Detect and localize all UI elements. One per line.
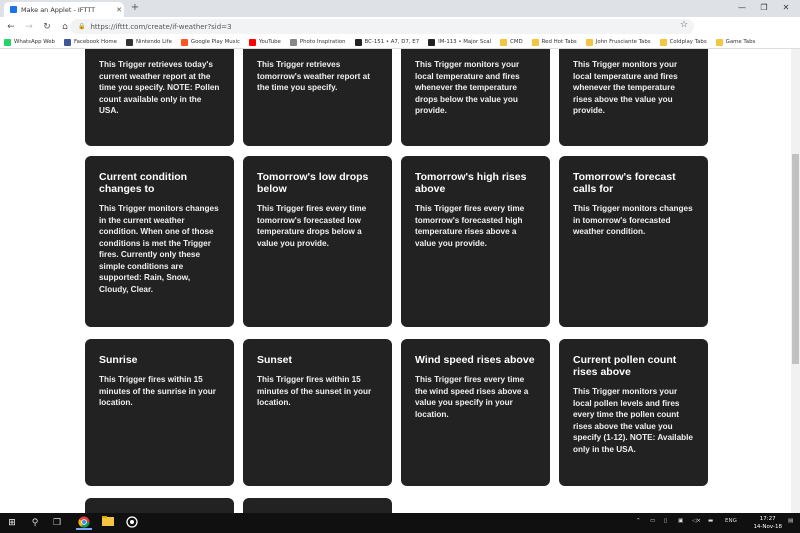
trigger-card[interactable] bbox=[85, 49, 234, 146]
trigger-title: Sunset bbox=[257, 354, 293, 366]
trigger-description: This Trigger monitors your local temperature and fires whenever the temperature drops below the value you provide. bbox=[415, 60, 520, 115]
ifttt-favicon-icon bbox=[10, 6, 17, 13]
trigger-description: This Trigger fires every time tomorrow's forecasted high temperature rises above a value you provide. bbox=[415, 204, 525, 248]
back-button[interactable]: ← bbox=[7, 21, 15, 32]
new-tab-button[interactable]: + bbox=[130, 2, 140, 13]
close-window-button[interactable]: ✕ bbox=[782, 3, 790, 12]
trigger-card[interactable] bbox=[401, 49, 550, 146]
trigger-title: Wind speed rises above bbox=[415, 354, 535, 366]
maximize-button[interactable]: ❐ bbox=[760, 3, 768, 12]
bookmark-label: Photo Inspiration bbox=[299, 39, 346, 45]
bookmark-icon bbox=[64, 39, 71, 46]
bookmark-label: Coldplay Tabs bbox=[669, 39, 707, 45]
page-viewport bbox=[0, 49, 800, 513]
bookmark-item[interactable] bbox=[660, 39, 707, 46]
bookmark-icon bbox=[532, 39, 539, 46]
trigger-card[interactable] bbox=[559, 156, 708, 327]
start-button[interactable]: ⊞ bbox=[8, 518, 16, 528]
bookmark-label: John Frusciante Tabs bbox=[595, 39, 651, 45]
tray-chevron-icon[interactable]: ⌃ bbox=[636, 518, 641, 524]
lock-icon: 🔒 bbox=[78, 23, 86, 30]
trigger-card[interactable] bbox=[85, 339, 234, 486]
browser-toolbar bbox=[0, 17, 800, 36]
clock-date: 14-Nov-18 bbox=[753, 524, 782, 530]
clock[interactable] bbox=[753, 515, 782, 531]
notification-icon[interactable]: ▤ bbox=[788, 518, 794, 524]
trigger-card[interactable] bbox=[559, 49, 708, 146]
bookmark-icon bbox=[660, 39, 667, 46]
trigger-card[interactable] bbox=[85, 498, 234, 513]
trigger-description: This Trigger monitors your local pollen levels and fires every time the pollen count rises above the value you specify (1-12). NOTE: Available only in the USA. bbox=[573, 387, 693, 454]
trigger-card[interactable] bbox=[243, 498, 392, 513]
bookmark-icon bbox=[500, 39, 507, 46]
bookmark-label: Nintendo Life bbox=[135, 39, 172, 45]
bookmark-icon bbox=[4, 39, 11, 46]
windows-taskbar bbox=[0, 513, 800, 533]
trigger-title: Sunrise bbox=[99, 354, 138, 366]
trigger-description: This Trigger retrieves tomorrow's weather report at the time you specify. bbox=[257, 60, 370, 92]
browser-tab-strip bbox=[0, 0, 800, 17]
trigger-description: This Trigger fires within 15 minutes of the sunset in your location. bbox=[257, 375, 372, 407]
bookmark-icon bbox=[355, 39, 362, 46]
bookmark-item[interactable] bbox=[4, 39, 55, 46]
trigger-description: This Trigger fires every time the wind speed rises above a value you specify in your location. bbox=[415, 375, 529, 419]
bookmark-label: YouTube bbox=[258, 39, 281, 45]
bookmark-item[interactable] bbox=[355, 39, 420, 46]
tab-close-icon[interactable]: ✕ bbox=[116, 5, 122, 14]
trigger-title: Tomorrow's forecast calls for bbox=[573, 171, 676, 195]
bookmark-item[interactable] bbox=[500, 39, 523, 46]
bookmark-item[interactable] bbox=[716, 39, 756, 46]
trigger-card[interactable] bbox=[401, 339, 550, 486]
trigger-description: This Trigger monitors changes in the current weather condition. When one of those conditions is met the Trigger fires. Currently only these simple conditions are supported: Rain, Snow, Cloudy, Clear. bbox=[99, 204, 219, 294]
bookmark-star-icon[interactable]: ☆ bbox=[679, 20, 688, 30]
app-taskbar-icon[interactable] bbox=[124, 516, 140, 530]
trigger-title: Current pollen count rises above bbox=[573, 354, 677, 378]
home-button[interactable]: ⌂ bbox=[62, 21, 68, 32]
bookmark-item[interactable] bbox=[290, 39, 346, 46]
trigger-title: Current condition changes to bbox=[99, 171, 188, 195]
bookmark-icon bbox=[290, 39, 297, 46]
chrome-taskbar-icon[interactable] bbox=[76, 516, 92, 530]
bookmark-item[interactable] bbox=[126, 39, 172, 46]
bookmark-icon bbox=[181, 39, 188, 46]
trigger-card[interactable] bbox=[559, 339, 708, 486]
trigger-title: Tomorrow's low drops below bbox=[257, 171, 369, 195]
bookmark-label: Google Play Music bbox=[190, 39, 240, 45]
network-icon[interactable]: ▯ bbox=[664, 518, 668, 524]
bookmark-label: Game Tabs bbox=[725, 39, 756, 45]
trigger-card[interactable] bbox=[243, 339, 392, 486]
tab-title: Make an Applet - IFTTT bbox=[21, 5, 96, 14]
bookmark-icon bbox=[428, 39, 435, 46]
trigger-card[interactable] bbox=[85, 156, 234, 327]
url-text: https://ifttt.com/create/if-weather?sid=3 bbox=[90, 22, 232, 31]
reload-button[interactable]: ↻ bbox=[43, 21, 51, 32]
bookmark-item[interactable] bbox=[532, 39, 577, 46]
bookmark-label: WhatsApp Web bbox=[14, 39, 55, 45]
bookmark-label: CMD bbox=[510, 39, 523, 45]
bookmark-icon bbox=[586, 39, 593, 46]
bookmark-item[interactable] bbox=[428, 39, 491, 46]
file-explorer-icon[interactable] bbox=[100, 516, 116, 530]
bookmark-icon bbox=[716, 39, 723, 46]
bookmarks-bar bbox=[0, 36, 800, 49]
trigger-card[interactable] bbox=[243, 156, 392, 327]
bookmark-item[interactable] bbox=[181, 39, 240, 46]
forward-button[interactable]: → bbox=[25, 21, 33, 32]
minimize-button[interactable]: — bbox=[738, 3, 746, 12]
trigger-description: This Trigger fires every time tomorrow's forecasted low temperature drops below a value you provide. bbox=[257, 204, 367, 248]
bookmark-item[interactable] bbox=[586, 39, 651, 46]
address-bar[interactable] bbox=[70, 19, 694, 34]
trigger-description: This Trigger monitors your local temperature and fires whenever the temperature rises above the value you provide. bbox=[573, 60, 678, 115]
trigger-card[interactable] bbox=[243, 49, 392, 146]
bookmark-label: Red Hot Tabs bbox=[541, 39, 577, 45]
tablet-icon[interactable]: ▭ bbox=[650, 518, 656, 524]
display-icon[interactable]: ▣ bbox=[678, 518, 684, 524]
task-view-icon[interactable]: ❒ bbox=[52, 518, 62, 528]
battery-icon[interactable]: ▬ bbox=[708, 518, 714, 524]
trigger-description: This Trigger retrieves today's current weather report at the time you specify. NOTE: Pollen count available only in the USA. bbox=[99, 60, 220, 115]
clock-time: 17:27 bbox=[759, 516, 776, 522]
trigger-description: This Trigger fires within 15 minutes of the sunrise in your location. bbox=[99, 375, 216, 407]
trigger-description: This Trigger monitors changes in tomorrow's forecasted weather condition. bbox=[573, 204, 693, 236]
bookmark-label: Facebook Home bbox=[73, 39, 117, 45]
bookmark-icon bbox=[126, 39, 133, 46]
bookmark-label: IM-113 • Major Scal bbox=[438, 39, 492, 45]
trigger-title: Tomorrow's high rises above bbox=[415, 171, 527, 195]
bookmark-item[interactable] bbox=[64, 39, 117, 46]
bookmark-item[interactable] bbox=[249, 39, 281, 46]
volume-icon[interactable]: ◁× bbox=[692, 518, 701, 524]
bookmark-label: BC-151 • A7, D7, E7 bbox=[364, 39, 420, 45]
page-scrollbar[interactable] bbox=[791, 49, 800, 513]
search-icon[interactable]: ⚲ bbox=[31, 518, 39, 528]
trigger-card[interactable] bbox=[401, 156, 550, 327]
bookmark-icon bbox=[249, 39, 256, 46]
scrollbar-thumb[interactable] bbox=[792, 154, 799, 364]
tab-make-an-applet[interactable] bbox=[4, 2, 124, 17]
language-indicator[interactable]: ENG bbox=[725, 518, 737, 524]
